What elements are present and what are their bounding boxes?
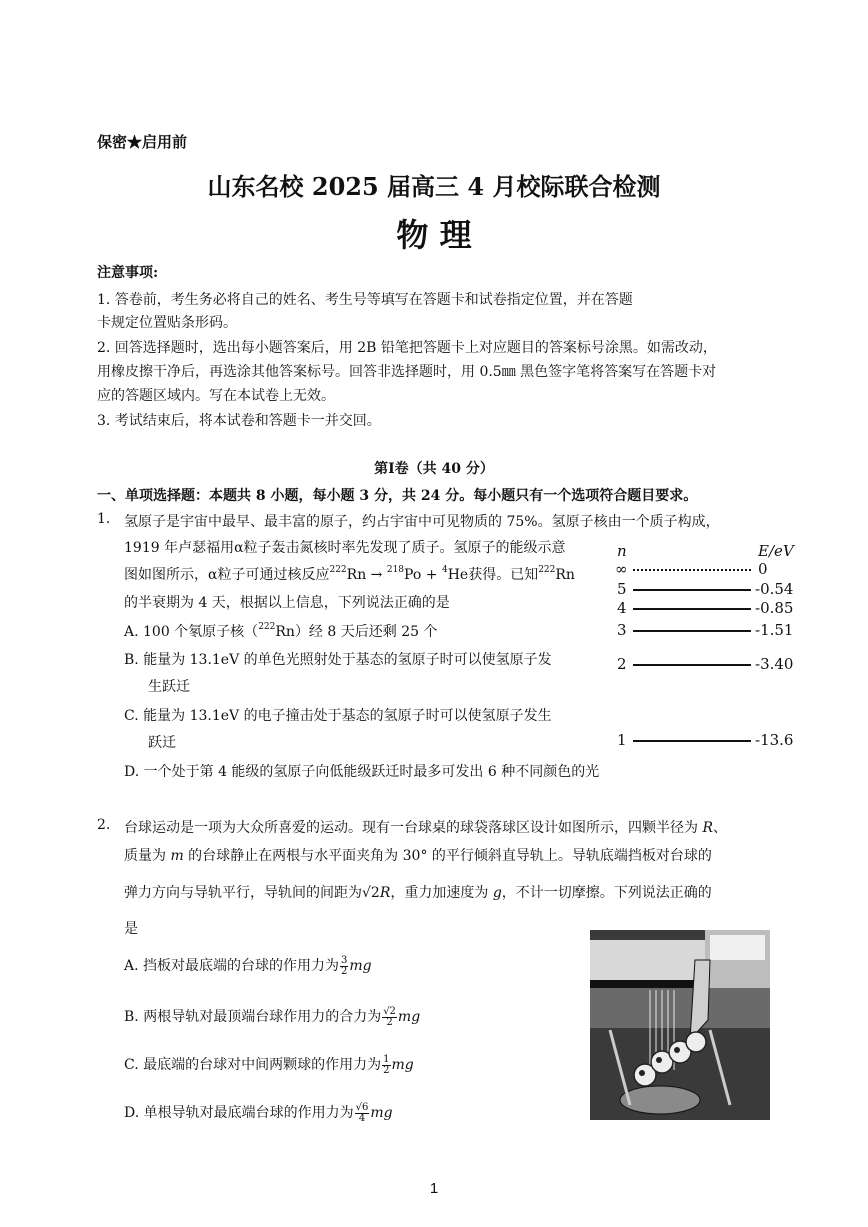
q1-number: 1. (97, 511, 111, 527)
level-line-3 (633, 630, 751, 632)
notes-title: 注意事项: (97, 265, 159, 281)
level-line-inf (633, 569, 751, 571)
part1-heading: 一、单项选择题：本题共 8 小题，每小题 3 分，共 24 分。每小题只有一个选项符合题目要求。 (97, 488, 698, 504)
q1-text: 1919 年卢瑟福用α粒子轰击氮核时率先发现了质子。氢原子的能级示意 (124, 540, 566, 556)
q1-option-a: A. 100 个氡原子核（$^{222}$Rn）经 8 天后还剩 25 个 (124, 622, 438, 640)
q2-number: 2. (97, 817, 111, 833)
energy-axis-label: E/eV (758, 542, 794, 560)
section-title: 第Ⅰ卷（共 40 分） (374, 461, 494, 477)
billiard-rail-illustration (590, 930, 770, 1120)
q1-option-b-cont: 生跃迁 (148, 679, 190, 695)
q2-text: 弹力方向与导轨平行，导轨间的间距为√2R，重力加速度为 g，不计一切摩擦。下列说法正确的 (124, 885, 712, 901)
level-n-label: ∞ (615, 560, 628, 578)
level-n-label: 3 (617, 621, 627, 639)
notes-line: 应的答题区域内。写在本试卷上无效。 (97, 388, 335, 404)
q1-option-d: D. 一个处于第 4 能级的氢原子向低能级跃迁时最多可发出 6 种不同颜色的光 (124, 764, 600, 780)
level-e-label: -13.6 (755, 731, 794, 749)
q1-text: 的半衰期为 4 天，根据以上信息，下列说法正确的是 (124, 595, 450, 611)
q2-option-b: B. 两根导轨对最顶端台球作用力的合力为 $\frac{√2}{2}$ mg (124, 1005, 421, 1028)
q1-text: 氢原子是宇宙中最早、最丰富的原子，约占宇宙中可见物质的 75%。氢原子核由一个质子构成， (124, 514, 720, 530)
level-e-label: -3.40 (755, 655, 794, 673)
notes-line: 用橡皮擦干净后，再选涂其他答案标号。回答非选择题时，用 0.5㎜ 黑色签字笔将答案写在答题卡对 (97, 364, 717, 380)
level-line-5 (633, 589, 751, 591)
level-e-label: -0.54 (755, 580, 794, 598)
subject-title: 物 理 (396, 216, 472, 254)
q2-text: 质量为 m 的台球静止在两根与水平面夹角为 30° 的平行倾斜直导轨上。导轨底端挡板对台球的 (124, 848, 712, 864)
billiard-rail-photo (590, 930, 770, 1120)
level-e-label: 0 (758, 560, 768, 578)
level-line-1 (633, 740, 751, 742)
q2-option-d: D. 单根导轨对最底端台球的作用力为 $\frac{√6}{4}$ mg (124, 1101, 393, 1124)
notes-line: 1. 答卷前，考生务必将自己的姓名、考生号等填写在答题卡和试卷指定位置，并在答题 (97, 292, 633, 308)
q1-option-c: C. 能量为 13.1eV 的电子撞击处于基态的氢原子时可以使氢原子发生 (124, 708, 552, 724)
q2-text: 是 (124, 921, 138, 937)
q1-option-c-cont: 跃迁 (148, 735, 176, 751)
level-line-4 (633, 608, 751, 610)
notes-line: 卡规定位置贴条形码。 (97, 315, 237, 331)
level-n-label: 5 (617, 580, 627, 598)
notes-line: 3. 考试结束后，将本试卷和答题卡一并交回。 (97, 413, 381, 429)
level-n-label: 2 (617, 655, 627, 673)
q2-option-c: C. 最底端的台球对中间两颗球的作用力为 $\frac{1}{2}$ mg (124, 1053, 414, 1076)
level-n-label: 4 (617, 599, 627, 617)
exam-title: 山东名校 2025 届高三 4 月校际联合检测 (207, 172, 661, 201)
n-axis-label: n (617, 542, 627, 560)
level-line-2 (633, 664, 751, 666)
q1-text: 图如图所示，α粒子可通过核反应$^{222}$Rn → $^{218}$Po + $^4$He获得。已知$^{222}$Rn (124, 565, 575, 583)
confidential-label: 保密★启用前 (97, 133, 188, 151)
q2-text: 台球运动是一项为大众所喜爱的运动。现有一台球桌的球袋落球区设计如图所示，四颗半径为 R、 (124, 820, 727, 836)
notes-line: 2. 回答选择题时，选出每小题答案后，用 2B 铅笔把答题卡上对应题目的答案标号涂黑。如需改动， (97, 340, 717, 356)
q1-option-b: B. 能量为 13.1eV 的单色光照射处于基态的氢原子时可以使氢原子发 (124, 652, 552, 668)
page-number: 1 (429, 1180, 439, 1197)
q2-option-a: A. 挡板对最底端的台球的作用力为 $\frac{3}{2}$ mg (124, 954, 372, 977)
level-e-label: -1.51 (755, 621, 794, 639)
level-e-label: -0.85 (755, 599, 794, 617)
level-n-label: 1 (617, 731, 627, 749)
